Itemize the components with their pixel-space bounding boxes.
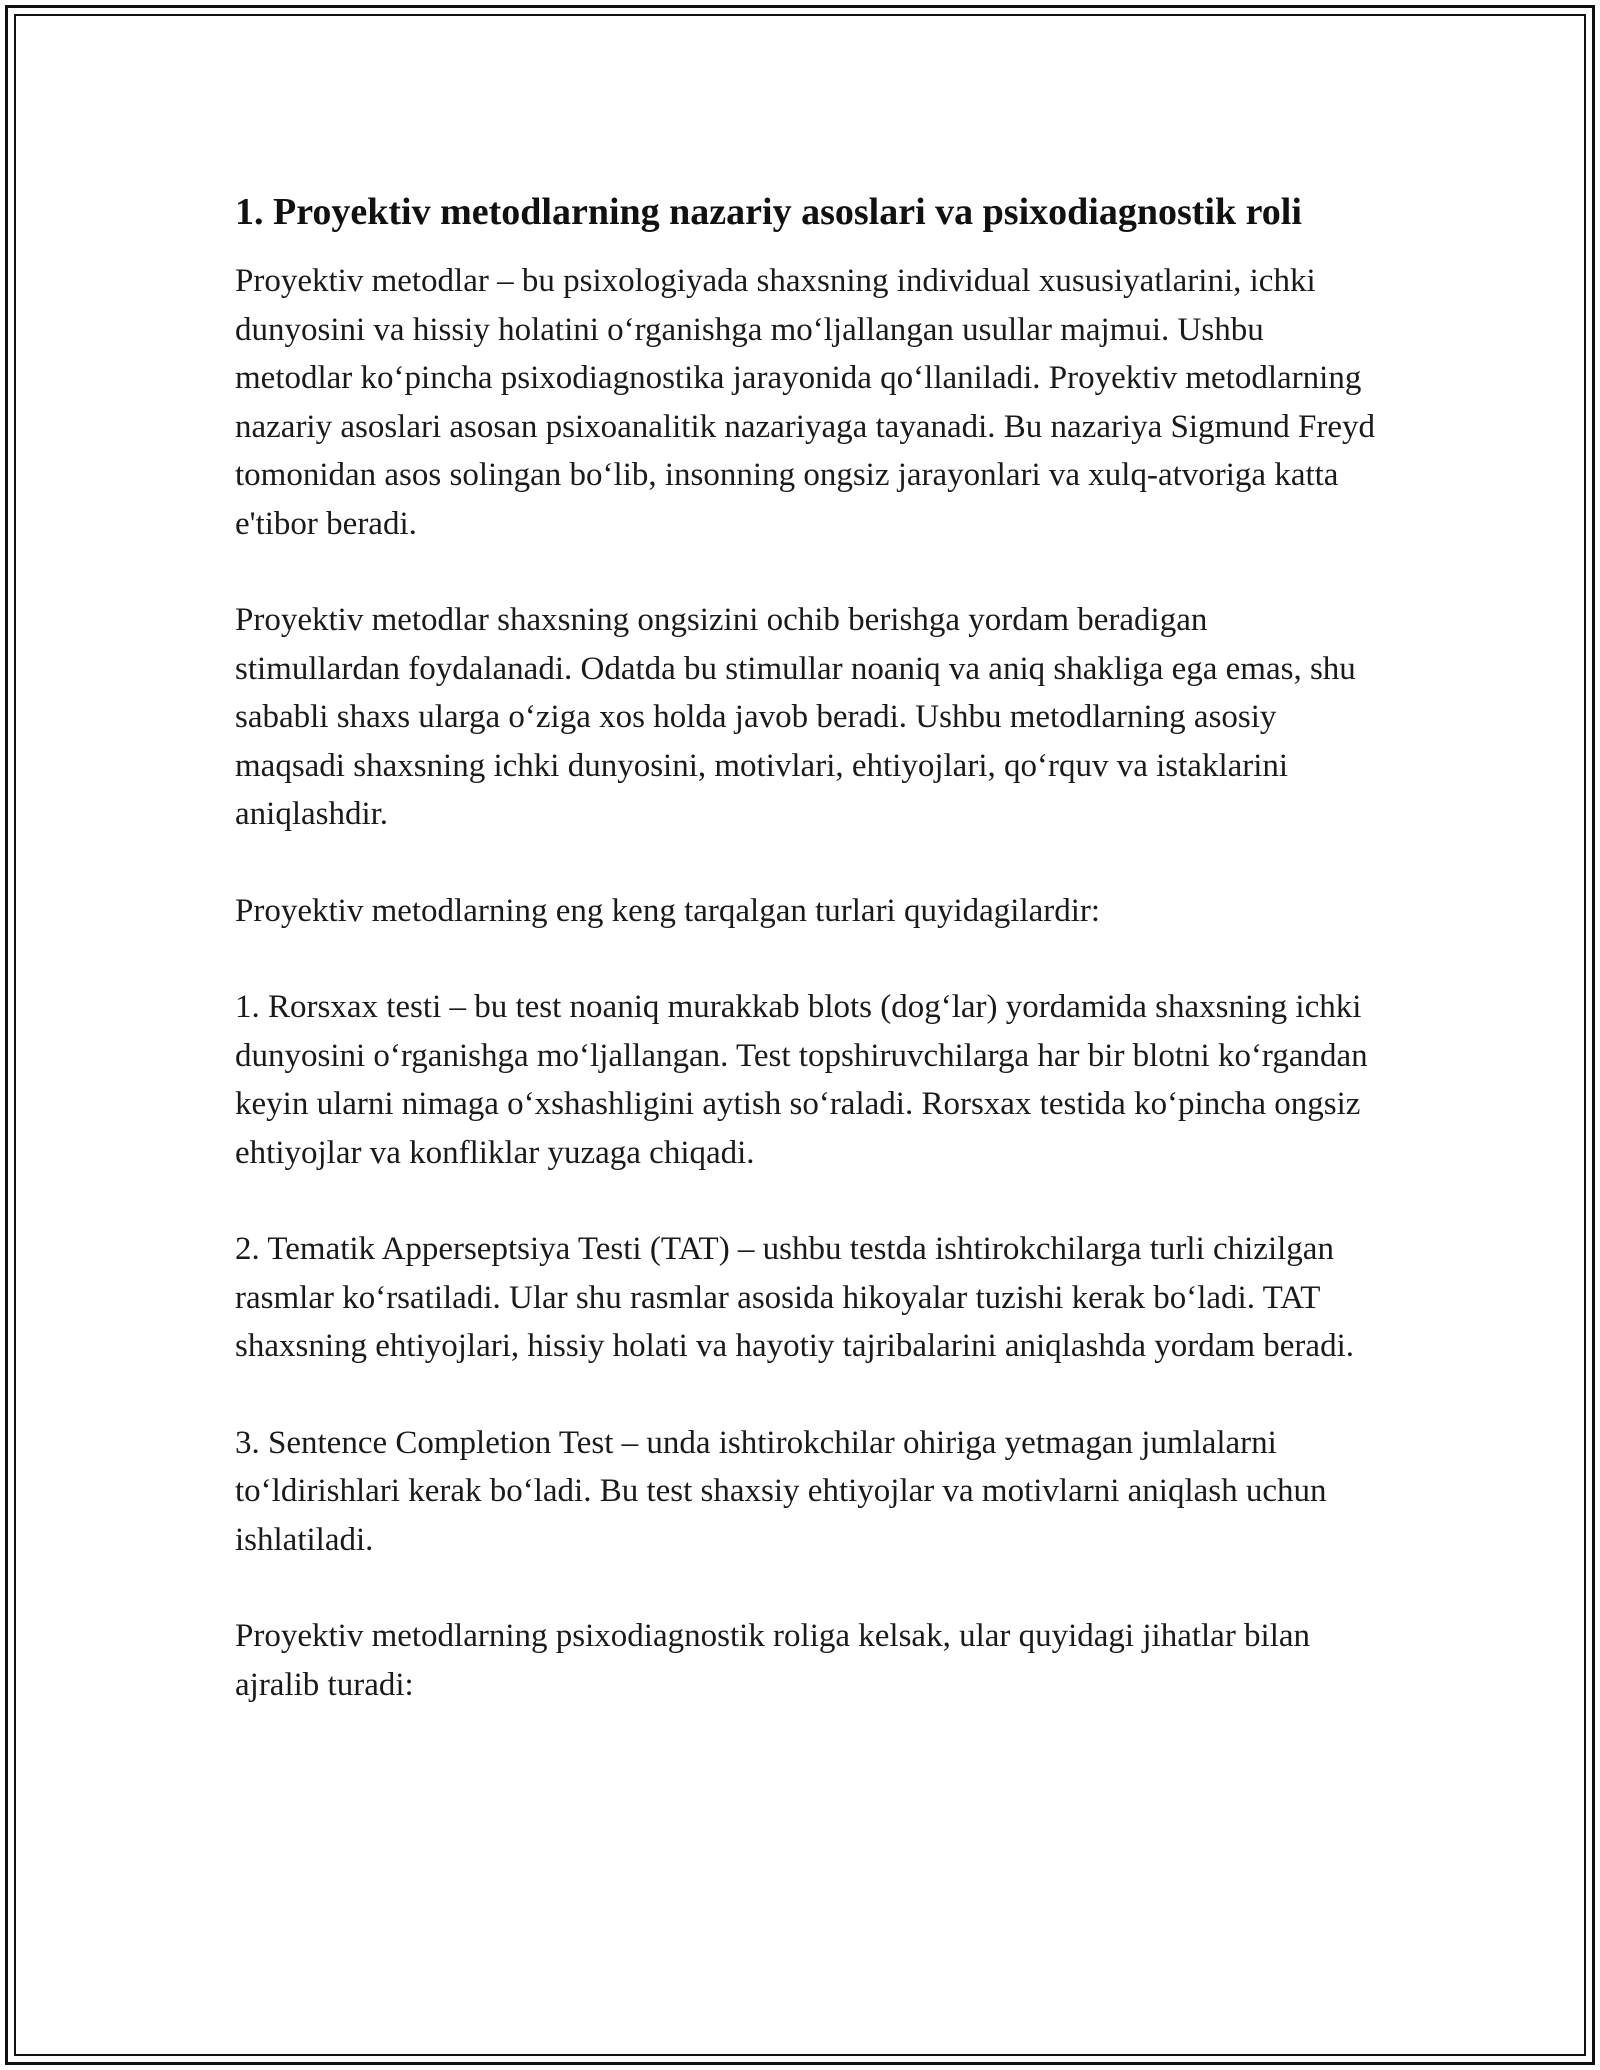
list-item-rorschach: 1. Rorsxax testi – bu test noaniq murakkab blots (dog‘lar) yordamida shaxsning ichki dunyosini o‘rganishga mo‘ljallangan. Test topshiruvchilarga har bir blotni ko‘rgandan keyin ularni nimaga o‘xshashligini aytish so‘raladi. Rorsxax testida ko‘pincha ongsiz ehtiyojlar va konfliklar yuzaga chiqadi. [235,989,1368,1171]
section-heading: 1. Proyektiv metodlarning nazariy asoslari va psixodiagnostik roli [235,191,1302,233]
paragraph-role: Proyektiv metodlarning psixodiagnostik roliga kelsak, ular quyidagi jihatlar bilan ajralib turadi: [235,1618,1311,1703]
paragraph-types-intro: Proyektiv metodlarning eng keng tarqalgan turlari quyidagilardir: [235,892,1101,929]
list-item-tat: 2. Tematik Apperseptsiya Testi (TAT) – ushbu testda ishtirokchilarga turli chizilgan rasmlar ko‘rsatiladi. Ular shu rasmlar asosida hikoyalar tuzishi kerak bo‘ladi. TAT shaxsning ehtiyojlari, hissiy holati va hayotiy tajribalarini aniqlashda yordam beradi. [235,1231,1354,1364]
paragraph-intro: Proyektiv metodlar – bu psixologiyada shaxsning individual xususiyatlarini, ichki dunyosini va hissiy holatini o‘rganishga mo‘ljallangan usullar majmui. Ushbu metodlar ko‘pincha psixodiagnostika jarayonida qo‘llaniladi. Proyektiv metodlarning nazariy asoslari asosan psixoanalitik nazariyaga tayanadi. Bu nazariya Sigmund Freyd tomonidan asos solingan bo‘lib, insonning ongsiz jarayonlari va xulq-atvoriga katta e'tibor beradi. [235,263,1375,542]
document-body [235,185,1375,1757]
paragraph-stimuli: Proyektiv metodlar shaxsning ongsizini ochib berishga yordam beradigan stimullardan foydalanadi. Odatda bu stimullar noaniq va aniq shakliga ega emas, shu sababli shaxs ularga o‘ziga xos holda javob beradi. Ushbu metodlarning asosiy maqsadi shaxsning ichki dunyosini, motivlari, ehtiyojlari, qo‘rquv va istaklarini aniqlashdir. [235,602,1356,832]
list-item-sentence-completion: 3. Sentence Completion Test – unda ishtirokchilar ohiriga yetmagan jumlalarni to‘ldirishlari kerak bo‘ladi. Bu test shaxsiy ehtiyojlar va motivlarni aniqlash uchun ishlatiladi. [235,1424,1327,1558]
